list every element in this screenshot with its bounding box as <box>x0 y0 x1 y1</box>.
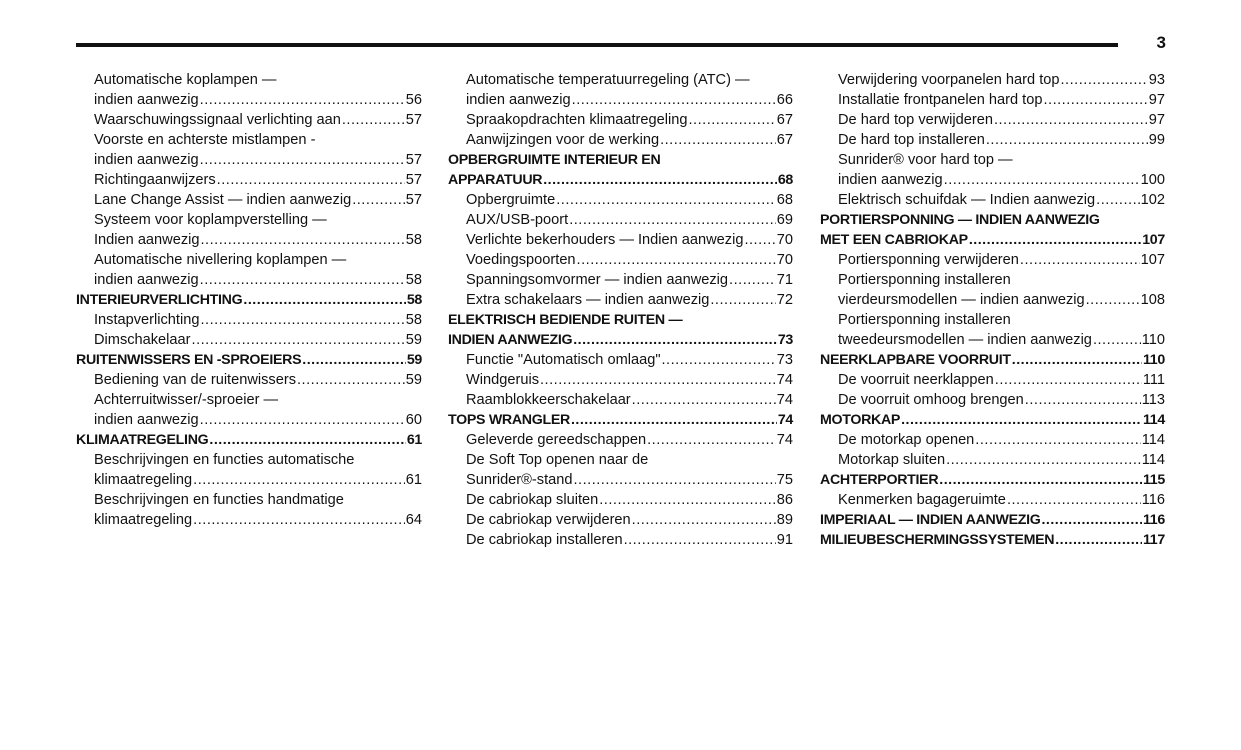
toc-entry-title: Dimschakelaar <box>94 332 191 348</box>
toc-column-3 <box>820 70 1165 550</box>
toc-dot-leader <box>1055 530 1142 550</box>
toc-page-number: 70 <box>776 232 793 248</box>
toc-dot-leader <box>632 390 776 410</box>
toc-section-heading <box>820 350 1165 370</box>
toc-page-number: 116 <box>1141 492 1165 508</box>
toc-entry <box>820 390 1165 410</box>
toc-dot-leader <box>995 370 1142 390</box>
toc-entry <box>76 190 422 210</box>
toc-dot-leader <box>1012 350 1142 370</box>
toc-dot-leader <box>193 510 405 530</box>
toc-page-number: 69 <box>776 212 793 228</box>
toc-dot-leader <box>352 190 405 210</box>
toc-entry-title: Sunrider® voor hard top — <box>838 152 1013 168</box>
toc-page-number: 74 <box>776 432 793 448</box>
toc-entry <box>76 450 422 470</box>
toc-entry-title: Portiersponning verwijderen <box>838 252 1019 268</box>
toc-entry-title: indien aanwezig <box>838 172 943 188</box>
toc-section-heading <box>820 510 1165 530</box>
toc-page-number: 114 <box>1141 432 1165 448</box>
toc-section-heading <box>820 410 1165 430</box>
page-number: 3 <box>1156 33 1166 52</box>
toc-entry-title: Spraakopdrachten klimaatregeling <box>466 112 688 128</box>
toc-page-number: 71 <box>776 272 793 288</box>
toc-section-heading <box>76 430 422 450</box>
toc-page-number: 57 <box>405 152 422 168</box>
toc-dot-leader <box>571 410 777 430</box>
toc-dot-leader <box>543 170 777 190</box>
toc-dot-leader <box>577 250 776 270</box>
toc-page-number: 72 <box>776 292 793 308</box>
toc-entry-title: Elektrisch schuifdak — Indien aanwezig <box>838 192 1096 208</box>
toc-dot-leader <box>1061 70 1148 90</box>
toc-section-heading <box>820 210 1165 230</box>
toc-entry <box>76 270 422 290</box>
toc-entry <box>820 270 1165 290</box>
toc-page-number: 57 <box>405 192 422 208</box>
toc-dot-leader <box>1025 390 1141 410</box>
toc-page-number: 57 <box>405 172 422 188</box>
toc-entry <box>448 130 793 150</box>
toc-entry-title: Portiersponning installeren <box>838 272 1011 288</box>
toc-dot-leader <box>624 530 776 550</box>
toc-entry-title: Bediening van de ruitenwissers <box>94 372 296 388</box>
toc-dot-leader <box>969 230 1141 250</box>
toc-entry-title: ELEKTRISCH BEDIENDE RUITEN — <box>448 312 683 328</box>
toc-entry-title: Richtingaanwijzers <box>94 172 216 188</box>
toc-dot-leader <box>1043 90 1147 110</box>
toc-page-number: 107 <box>1142 232 1165 248</box>
toc-entry-title: De cabriokap sluiten <box>466 492 599 508</box>
toc-page-number: 73 <box>777 332 793 348</box>
toc-dot-leader <box>200 90 405 110</box>
toc-entry <box>448 470 793 490</box>
toc-page-number: 111 <box>1142 372 1165 388</box>
toc-dot-leader <box>599 490 776 510</box>
toc-dot-leader <box>200 310 404 330</box>
toc-entry-title: MET EEN CABRIOKAP <box>820 232 968 248</box>
toc-page-number: 74 <box>777 412 793 428</box>
toc-page-number: 61 <box>405 472 422 488</box>
toc-entry <box>448 530 793 550</box>
toc-page-number: 68 <box>776 192 793 208</box>
toc-entry-title: Installatie frontpanelen hard top <box>838 92 1043 108</box>
toc-entry-title: De voorruit neerklappen <box>838 372 994 388</box>
toc-entry-title: Opbergruimte <box>466 192 556 208</box>
toc-entry <box>448 270 793 290</box>
toc-entry <box>76 110 422 130</box>
toc-entry <box>448 90 793 110</box>
toc-page-number: 114 <box>1143 412 1165 428</box>
toc-entry <box>76 410 422 430</box>
toc-section-heading <box>76 350 422 370</box>
toc-entry-title: klimaatregeling <box>94 472 193 488</box>
toc-page-number: 58 <box>405 312 422 328</box>
toc-page-number: 117 <box>1143 532 1165 548</box>
toc-entry <box>820 150 1165 170</box>
toc-entry-title: Beschrijvingen en functies handmatige <box>94 492 344 508</box>
toc-entry-title: NEERKLAPBARE VOORRUIT <box>820 352 1011 368</box>
toc-page-number: 58 <box>405 232 422 248</box>
toc-entry-title: Windgeruis <box>466 372 539 388</box>
toc-entry <box>820 330 1165 350</box>
toc-entry <box>76 150 422 170</box>
toc-dot-leader <box>192 330 405 350</box>
toc-section-heading <box>448 330 793 350</box>
toc-entry-title: De Soft Top openen naar de <box>466 452 649 468</box>
toc-section-heading <box>448 150 793 170</box>
toc-entry <box>448 490 793 510</box>
toc-entry-title: vierdeursmodellen — indien aanwezig <box>838 292 1085 308</box>
toc-column-2 <box>448 70 793 550</box>
toc-entry-title: klimaatregeling <box>94 512 193 528</box>
toc-dot-leader <box>1093 330 1141 350</box>
toc-page-number: 110 <box>1141 332 1165 348</box>
toc-entry <box>448 110 793 130</box>
toc-entry <box>76 490 422 510</box>
toc-entry <box>76 310 422 330</box>
toc-dot-leader <box>744 230 775 250</box>
toc-entry-title: De motorkap openen <box>838 432 975 448</box>
toc-entry <box>448 350 793 370</box>
toc-dot-leader <box>710 290 775 310</box>
toc-page-number: 67 <box>776 112 793 128</box>
toc-page-number: 73 <box>776 352 793 368</box>
toc-entry <box>820 370 1165 390</box>
toc-page-number: 57 <box>405 112 422 128</box>
toc-section-heading <box>76 290 422 310</box>
toc-dot-leader <box>975 430 1140 450</box>
toc-entry <box>448 230 793 250</box>
toc-entry <box>820 450 1165 470</box>
toc-entry <box>820 190 1165 210</box>
toc-dot-leader <box>200 270 405 290</box>
toc-entry-title: Portiersponning installeren <box>838 312 1011 328</box>
toc-dot-leader <box>569 210 776 230</box>
toc-entry-title: Motorkap sluiten <box>838 452 946 468</box>
toc-entry-title: MOTORKAP <box>820 412 901 428</box>
toc-dot-leader <box>647 430 776 450</box>
toc-entry-title: Automatische koplampen — <box>94 72 277 88</box>
toc-entry <box>448 510 793 530</box>
toc-entry-title: INTERIEURVERLICHTING <box>76 292 243 308</box>
toc-dot-leader <box>944 170 1140 190</box>
toc-dot-leader <box>688 110 775 130</box>
toc-entry-title: indien aanwezig <box>94 152 199 168</box>
toc-entry <box>76 170 422 190</box>
toc-entry-title: De cabriokap installeren <box>466 532 623 548</box>
toc-entry-title: Kenmerken bagageruimte <box>838 492 1006 508</box>
toc-entry-title: indien aanwezig <box>94 92 199 108</box>
toc-entry-title: Spanningsomvormer — indien aanwezig <box>466 272 729 288</box>
toc-page-number: 97 <box>1148 112 1165 128</box>
toc-entry-title: De cabriokap verwijderen <box>466 512 631 528</box>
toc-entry-title: Lane Change Assist — indien aanwezig <box>94 192 352 208</box>
toc-entry <box>820 250 1165 270</box>
toc-entry-title: AUX/USB-poort <box>466 212 569 228</box>
toc-page-number: 107 <box>1140 252 1165 268</box>
toc-entry-title: INDIEN AANWEZIG <box>448 332 573 348</box>
toc-entry <box>76 210 422 230</box>
toc-entry-title: Functie "Automatisch omlaag" <box>466 352 661 368</box>
toc-page-number: 86 <box>776 492 793 508</box>
toc-page-number: 68 <box>777 172 793 188</box>
toc-dot-leader <box>1086 290 1140 310</box>
toc-entry-title: Verlichte bekerhouders — Indien aanwezig <box>466 232 744 248</box>
toc-dot-leader <box>1020 250 1140 270</box>
toc-page-number: 66 <box>776 92 793 108</box>
toc-page-number: 89 <box>776 512 793 528</box>
toc-entry-title: Automatische nivellering koplampen — <box>94 252 347 268</box>
toc-entry <box>448 290 793 310</box>
toc-entry <box>76 130 422 150</box>
toc-section-heading <box>820 230 1165 250</box>
toc-entry-title: Automatische temperatuurregeling (ATC) — <box>466 72 750 88</box>
toc-entry <box>820 170 1165 190</box>
toc-entry-title: tweedeursmodellen — indien aanwezig <box>838 332 1092 348</box>
toc-page-number: 58 <box>406 292 422 308</box>
toc-page-number: 108 <box>1140 292 1165 308</box>
toc-dot-leader <box>200 410 405 430</box>
toc-entry-title: PORTIERSPONNING — INDIEN AANWEZIG <box>820 212 1100 228</box>
toc-page-number: 115 <box>1143 472 1165 488</box>
toc-page-number: 114 <box>1141 452 1165 468</box>
toc-entry-title: ACHTERPORTIER <box>820 472 939 488</box>
toc-entry-title: Verwijdering voorpanelen hard top <box>838 72 1060 88</box>
toc-entry <box>820 490 1165 510</box>
toc-section-heading <box>820 530 1165 550</box>
toc-entry <box>448 430 793 450</box>
toc-entry-title: Raamblokkeerschakelaar <box>466 392 631 408</box>
toc-entry-title: indien aanwezig <box>94 412 199 428</box>
toc-dot-leader <box>1041 510 1142 530</box>
toc-entry <box>820 310 1165 330</box>
toc-dot-leader <box>986 130 1148 150</box>
toc-page-number: 64 <box>405 512 422 528</box>
toc-entry <box>448 210 793 230</box>
toc-entry-title: Indien aanwezig <box>94 232 200 248</box>
toc-entry-title: TOPS WRANGLER <box>448 412 570 428</box>
toc-entry-title: De voorruit omhoog brengen <box>838 392 1024 408</box>
toc-dot-leader <box>200 230 404 250</box>
toc-entry <box>76 390 422 410</box>
toc-entry <box>448 250 793 270</box>
toc-dot-leader <box>556 190 776 210</box>
toc-entry <box>820 110 1165 130</box>
toc-section-heading <box>448 170 793 190</box>
toc-page-number: 60 <box>405 412 422 428</box>
toc-page-number: 59 <box>406 352 422 368</box>
toc-entry <box>448 450 793 470</box>
toc-dot-leader <box>193 470 405 490</box>
toc-dot-leader <box>662 350 776 370</box>
toc-dot-leader <box>302 350 406 370</box>
toc-entry <box>820 130 1165 150</box>
toc-page-number: 75 <box>776 472 793 488</box>
toc-page-number: 100 <box>1140 172 1165 188</box>
toc-entry <box>448 190 793 210</box>
toc-entry-title: KLIMAATREGELING <box>76 432 209 448</box>
toc-page-number: 61 <box>406 432 422 448</box>
toc-page-number: 99 <box>1148 132 1165 148</box>
toc-page-number: 58 <box>405 272 422 288</box>
toc-entry-title: Systeem voor koplampverstelling — <box>94 212 327 228</box>
toc-entry-title: Aanwijzingen voor de werking <box>466 132 660 148</box>
toc-dot-leader <box>342 110 405 130</box>
toc-page-number: 67 <box>776 132 793 148</box>
toc-page-number: 102 <box>1140 192 1165 208</box>
toc-page-number: 97 <box>1148 92 1165 108</box>
toc-dot-leader <box>217 170 405 190</box>
toc-dot-leader <box>200 150 405 170</box>
toc-entry <box>76 250 422 270</box>
toc-dot-leader <box>939 470 1142 490</box>
toc-entry-title: Waarschuwingssignaal verlichting aan <box>94 112 341 128</box>
toc-dot-leader <box>660 130 776 150</box>
toc-page-number: 113 <box>1141 392 1165 408</box>
toc-entry-title: Geleverde gereedschappen <box>466 432 647 448</box>
toc-section-heading <box>448 410 793 430</box>
toc-column-1 <box>76 70 422 530</box>
toc-entry-title: IMPERIAAL — INDIEN AANWEZIG <box>820 512 1041 528</box>
toc-entry <box>76 330 422 350</box>
toc-entry-title: Voorste en achterste mistlampen - <box>94 132 316 148</box>
toc-entry <box>76 230 422 250</box>
toc-dot-leader <box>573 330 777 350</box>
toc-entry <box>448 370 793 390</box>
toc-dot-leader <box>243 290 405 310</box>
toc-dot-leader <box>946 450 1141 470</box>
toc-entry-title: MILIEUBESCHERMINGSSYSTEMEN <box>820 532 1055 548</box>
toc-entry-title: Extra schakelaars — indien aanwezig <box>466 292 710 308</box>
toc-page-number: 93 <box>1148 72 1165 88</box>
toc-page-number: 74 <box>776 372 793 388</box>
toc-entry-title: OPBERGRUIMTE INTERIEUR EN <box>448 152 661 168</box>
toc-entry <box>76 370 422 390</box>
toc-entry <box>76 70 422 90</box>
toc-page-number: 110 <box>1143 352 1165 368</box>
toc-dot-leader <box>540 370 776 390</box>
toc-entry <box>820 70 1165 90</box>
toc-entry <box>448 390 793 410</box>
toc-entry-title: Beschrijvingen en functies automatische <box>94 452 355 468</box>
toc-section-heading <box>448 310 793 330</box>
toc-entry <box>448 70 793 90</box>
toc-dot-leader <box>573 470 775 490</box>
toc-entry-title: indien aanwezig <box>466 92 571 108</box>
toc-dot-leader <box>572 90 776 110</box>
toc-page-number: 116 <box>1143 512 1165 528</box>
toc-entry-title: Instapverlichting <box>94 312 200 328</box>
toc-dot-leader <box>297 370 405 390</box>
toc-entry <box>76 470 422 490</box>
toc-entry-title: APPARATUUR <box>448 172 543 188</box>
toc-page-number: 59 <box>405 332 422 348</box>
toc-page-number: 56 <box>405 92 422 108</box>
toc-entry-title: De hard top installeren <box>838 132 985 148</box>
toc-page-number: 91 <box>776 532 793 548</box>
toc-entry-title: Achterruitwisser/-sproeier — <box>94 392 279 408</box>
toc-entry-title: RUITENWISSERS EN -SPROEIERS <box>76 352 302 368</box>
toc-entry <box>76 90 422 110</box>
toc-dot-leader <box>632 510 776 530</box>
toc-entry-title: indien aanwezig <box>94 272 199 288</box>
toc-page-number: 70 <box>776 252 793 268</box>
toc-entry <box>820 290 1165 310</box>
toc-dot-leader <box>729 270 776 290</box>
toc-dot-leader <box>901 410 1142 430</box>
toc-entry <box>820 430 1165 450</box>
toc-dot-leader <box>1007 490 1141 510</box>
toc-dot-leader <box>209 430 405 450</box>
toc-entry-title: Sunrider®-stand <box>466 472 573 488</box>
toc-dot-leader <box>1096 190 1139 210</box>
toc-entry <box>820 90 1165 110</box>
toc-page-number: 59 <box>405 372 422 388</box>
toc-page-number: 74 <box>776 392 793 408</box>
toc-dot-leader <box>994 110 1148 130</box>
toc-entry-title: Voedingspoorten <box>466 252 576 268</box>
header-rule <box>76 43 1118 47</box>
toc-section-heading <box>820 470 1165 490</box>
toc-entry <box>76 510 422 530</box>
toc-entry-title: De hard top verwijderen <box>838 112 993 128</box>
